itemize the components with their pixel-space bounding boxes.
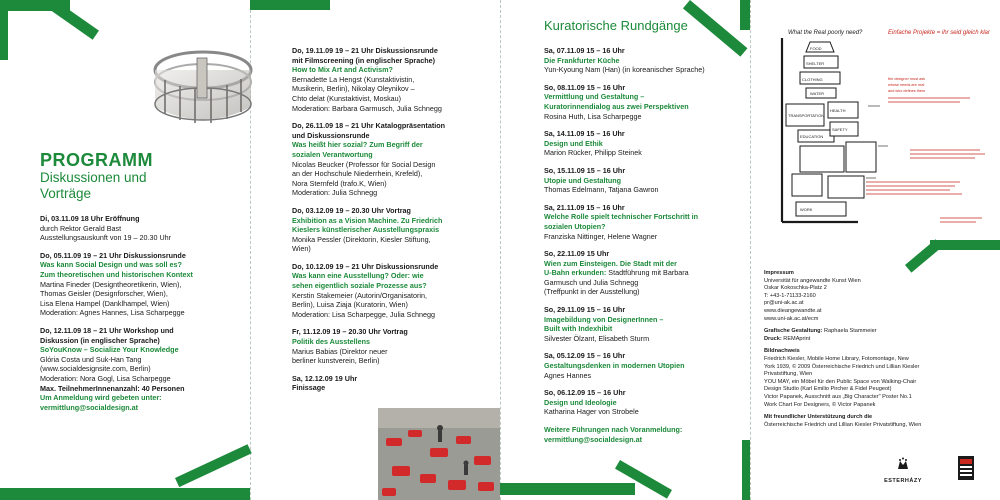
event-date: So, 22.11.09 15 Uhr [544, 249, 610, 259]
kiesler-foundation-logo [958, 456, 974, 480]
event-title: Built with Indexhibit [544, 324, 613, 334]
fold-line-2 [500, 0, 501, 500]
event-title: Was heißt hier sozial? Zum Begriff der [292, 140, 423, 150]
impressum-line: www.uni-ak.ac.at/ecm [764, 315, 819, 322]
event-date: Do, 03.12.09 19 – 20.30 Uhr Vortrag [292, 205, 411, 215]
diagram-side-note-0: the designer must ask [888, 77, 926, 81]
event-item [40, 214, 250, 243]
event-item [40, 251, 250, 318]
green-bar-left-vertical [0, 0, 8, 60]
event-date-cont: und Diskussionsrunde [292, 130, 370, 140]
druck-line [764, 336, 994, 344]
event-title: Die Frankfurter Küche [544, 55, 620, 65]
impressum-line: Work Chart For Designers, © Victor Papanek [764, 401, 876, 408]
impressum-line: Österreichische Friedrich und Lillian Kiesler Privatstiftung, Wien [764, 421, 922, 428]
event-item [544, 305, 749, 343]
event-date: Sa, 07.11.09 15 – 16 Uhr [544, 46, 625, 55]
impressum-line: Friedrich Kiesler, Mobile Home Library, Fotomontage, New [764, 355, 909, 362]
esterhazy-logo [878, 455, 928, 485]
event-line: Nora Sternfeld (trafo.K, Wien) [292, 178, 387, 188]
fold-line-3 [750, 0, 751, 500]
event-item [544, 166, 749, 195]
event-date: So, 15.11.09 15 – 16 Uhr [544, 165, 626, 175]
impressum-line: Design Studio (Karl Emilio Pircher & Fidel Peugeot) [764, 386, 892, 393]
footer-line: Weitere Führungen nach Voranmeldung: [544, 425, 683, 434]
impressum-line: www.dieangewandte.at [764, 307, 822, 314]
event-line: berliner kunstverein, Berlin) [292, 356, 380, 366]
impressum-heading: Impressum [764, 270, 794, 276]
event-line: (Treffpunkt in der Ausstellung) [544, 287, 640, 297]
event-date: Sa, 14.11.09 15 – 16 Uhr [544, 129, 625, 139]
event-line: Nicolas Beucker (Professor für Social Design [292, 159, 436, 169]
diagram-side-note-1: whose needs are real [888, 83, 925, 87]
event-line: (www.socialdesignsite.com, Berlin) [40, 364, 151, 374]
event-date-cont: Diskussion (in englischer Sprache) [40, 335, 160, 345]
middle-column [292, 46, 497, 401]
event-line: Rosina Huth, Lisa Scharpegge [544, 111, 642, 121]
kuratorische-column [544, 46, 749, 452]
programm-subtitle-line2: Vorträge [40, 186, 92, 201]
grafik-line [764, 328, 994, 336]
event-title: Politik des Ausstellens [292, 337, 371, 347]
green-bar-bottom-diag [175, 444, 252, 487]
event-line: Glória Costa und Suk-Han Tang [40, 354, 142, 364]
event-item [292, 206, 497, 254]
event-item [544, 351, 749, 380]
event-line: Kerstin Stakemeier (Autorin/Organisatorin, [292, 290, 428, 300]
event-title: Imagebildung von DesignerInnen – [544, 314, 664, 324]
diagram-side-note-2: and who defines them [888, 89, 926, 93]
kuratorische-heading: Kuratorische Rundgänge [544, 18, 688, 33]
event-line: Silvester Ölzant, Elisabeth Sturm [544, 333, 650, 343]
event-title: sozialen Utopien? [544, 221, 606, 231]
event-line: Agnes Hannes [544, 370, 592, 380]
event-date: Di, 03.11.09 18 Uhr Eröffnung [40, 214, 140, 223]
event-title: Welche Rolle spielt technischer Fortschritt in [544, 212, 699, 222]
diagram-box-label-1: SHELTER [806, 61, 825, 66]
event-line: Moderation: Agnes Hannes, Lisa Scharpegge [40, 308, 185, 318]
event-line: Martina Fineder (Designtheoretikerin, Wien), [40, 279, 182, 289]
event-registration: Um Anmeldung wird gebeten unter: [40, 393, 162, 403]
event-line: Moderation: Julia Schnegg [292, 188, 378, 198]
grafik-value: Raphaela Stammeier [822, 328, 877, 335]
diagram-box-label-7: WATER [810, 91, 824, 96]
event-date: Sa, 05.12.09 15 – 16 Uhr [544, 351, 626, 361]
event-line: Franziska Nittinger, Helene Wagner [544, 231, 658, 241]
event-line: Chto delat (Kunstaktivist, Moskau) [292, 93, 402, 103]
event-item [40, 326, 250, 412]
green-bar-right-top [740, 0, 750, 30]
event-title: U-Bahn erkunden: [544, 268, 607, 278]
event-title: Utopie und Gestaltung [544, 175, 622, 185]
event-date: So, 29.11.09 15 – 16 Uhr [544, 305, 626, 315]
event-line: Lisa Elena Hampel (Danklhampel, Wien) [40, 298, 170, 308]
event-date-cont: mit Filmscreening (in englischer Sprache) [292, 55, 435, 65]
esterhazy-logo-text: ESTERHÁZY [884, 478, 922, 484]
event-title: Design und Ideologie [544, 397, 617, 407]
event-line: an der Hochschule Niederrhein, Krefeld), [292, 169, 423, 179]
diagram-box-label-6: SAFETY [832, 127, 848, 132]
event-title: Was kann eine Ausstellung? Oder: wie [292, 271, 424, 281]
event-title: Exhibition as a Vision Machine. Zu Friedrich [292, 215, 443, 225]
diagram-box-label-0: FOOD [810, 46, 822, 51]
diagram-hand-right: Einfache Projekte = ihr seid gleich klar [888, 30, 990, 36]
event-date: Sa, 21.11.09 15 – 16 Uhr [544, 202, 625, 212]
event-line: Katharina Hager von Strobele [544, 407, 639, 417]
event-item [292, 121, 497, 198]
event-title: Kieslers künstlerischer Ausstellungspraxis [292, 225, 440, 235]
event-title: Design und Ethik [544, 138, 603, 148]
event-line: Marion Rücker, Philipp Steinek [544, 148, 642, 158]
event-registration: vermittlung@socialdesign.at [40, 402, 139, 412]
impressum-line: Oskar Kokoschka-Platz 2 [764, 285, 827, 292]
event-line: Monika Pessler (Direktorin, Kiesler Stiftung, [292, 234, 431, 244]
event-date: Sa, 12.12.09 19 Uhr [292, 373, 358, 383]
event-item [292, 262, 497, 320]
event-date: Fr, 11.12.09 19 – 20.30 Uhr Vortrag [292, 327, 408, 337]
green-bar-top-left-diag [52, 2, 99, 40]
diagram-box-label-4: HEALTH [830, 108, 846, 113]
event-line: Yun-Kyoung Nam (Han) (in koreanischer Sprache) [544, 65, 705, 75]
impressum-line: Privatstiftung, Wien [764, 371, 813, 378]
event-title: sehen eigentlich soziale Prozesse aus? [292, 281, 427, 291]
programm-column [40, 214, 250, 420]
event-item [544, 249, 749, 297]
diagram-box-label-5: EDUCATION [800, 134, 824, 139]
event-title: Zum theoretischen und historischen Kontext [40, 269, 193, 279]
event-date: So, 06.12.09 15 – 16 Uhr [544, 388, 626, 398]
impressum-line: YOU MAY, ein Möbel für den Public Space von Walking-Chair [764, 378, 917, 385]
event-item [292, 327, 497, 365]
event-title: Gestaltungsdenken in modernen Utopien [544, 361, 685, 371]
kiesler-library-image [145, 22, 255, 132]
event-title-inline: Stadtführung mit Barbara [606, 268, 689, 278]
red-chairs-image [378, 408, 500, 500]
diagram-hand-title: What the Real poorly need? [788, 30, 863, 36]
event-line: Moderation: Lisa Scharpegge, Julia Schnegg [292, 309, 436, 319]
event-title: Wien zum Einsteigen. Die Stadt mit der [544, 258, 677, 268]
event-line: Thomas Edelmann, Tatjana Gawron [544, 185, 659, 195]
event-title: Kuratorinnendialog aus zwei Perspektiven [544, 101, 689, 111]
event-line: Finissage [292, 383, 326, 393]
druck-label: Druck: [764, 335, 782, 342]
druck-value: REMAprint [781, 335, 811, 342]
diagram-box-label-8: WORK [800, 207, 813, 212]
event-item [544, 388, 749, 417]
event-title: Was kann Social Design und was soll es? [40, 260, 182, 270]
event-line: Moderation: Nora Gogl, Lisa Scharpegge [40, 373, 171, 383]
support-heading: Mit freundlicher Unterstützung durch die [764, 414, 873, 421]
diagram-box-label-2: CLOTHING [802, 77, 823, 82]
impressum-line: Universität für angewandte Kunst Wien [764, 277, 861, 284]
event-date: So, 08.11.09 15 – 16 Uhr [544, 82, 626, 92]
event-strong: Max. TeilnehmerInnenanzahl: 40 Personen [40, 383, 185, 393]
bildnachweis-heading: Bildnachweis [764, 348, 800, 355]
event-item [544, 203, 749, 241]
grafik-label: Grafische Gestaltung: [764, 328, 823, 335]
event-title: sozialen Verantwortung [292, 149, 373, 159]
green-bar-middle-top [250, 0, 330, 10]
event-item [544, 83, 749, 121]
impressum-block [764, 270, 994, 429]
event-line: durch Rektor Gerald Bast [40, 223, 122, 233]
impressum-line: York 1939, © 2009 Österreichische Friedrich und Lillian Kiesler [764, 363, 920, 370]
green-bar-bottom-left [0, 488, 250, 500]
event-line: Ausstellungsauskunft von 19 – 20.30 Uhr [40, 233, 172, 243]
event-title-line [544, 268, 749, 278]
event-line: Musikerin, Berlin), Nikolay Oleynikov – [292, 84, 415, 94]
event-line: Moderation: Barbara Garmusch, Julia Schnegg [292, 103, 442, 113]
event-line: Bernadette La Hengst (Kunstaktivistin, [292, 74, 415, 84]
event-line: Marius Babias (Direktor neuer [292, 346, 388, 356]
event-date: Do, 12.11.09 18 – 21 Uhr Workshop und [40, 325, 174, 335]
event-date: Do, 19.11.09 19 – 21 Uhr Diskussionsrunde [292, 46, 438, 55]
event-line: Garmusch und Julia Schnegg [544, 277, 639, 287]
event-date: Do, 05.11.09 19 – 21 Uhr Diskussionsrunde [40, 250, 186, 260]
event-line: Wien) [292, 244, 311, 254]
programm-title: PROGRAMM [40, 150, 153, 170]
programm-subtitle-line1: Diskussionen und [40, 170, 147, 185]
footer-email: vermittlung@socialdesign.at [544, 434, 643, 444]
event-item [544, 129, 749, 158]
event-item [292, 46, 497, 113]
event-title: How to Mix Art and Activism? [292, 65, 393, 75]
event-item [544, 46, 749, 75]
event-title: Vermittlung und Gestaltung – [544, 92, 645, 102]
event-date: Do, 26.11.09 18 – 21 Uhr Katalogpräsentation [292, 121, 445, 131]
papanek-work-chart [770, 22, 995, 250]
event-title: SoYouKnow – Socialize Your Knowledge [40, 345, 179, 355]
programm-heading [40, 150, 153, 202]
event-item [292, 374, 497, 393]
event-line: Thomas Geisler (Designforscher, Wien), [40, 289, 168, 299]
diagram-box-label-3: TRANSPORTATION [788, 113, 825, 118]
impressum-line: T: +43-1-71133-2160 [764, 292, 816, 299]
impressum-line: pr@uni-ak.ac.at [764, 300, 804, 307]
event-date: Do, 10.12.09 19 – 21 Uhr Diskussionsrunde [292, 261, 439, 271]
kuratorisch-footer [544, 425, 749, 444]
green-bar-bottom-mid [500, 483, 635, 495]
event-line: Berlin), Luisa Ziaja (Kuratorin, Wien) [292, 300, 408, 310]
impressum-line: Victor Papanek, Ausschnitt aus „Big Character" Poster No.1 [764, 393, 912, 400]
